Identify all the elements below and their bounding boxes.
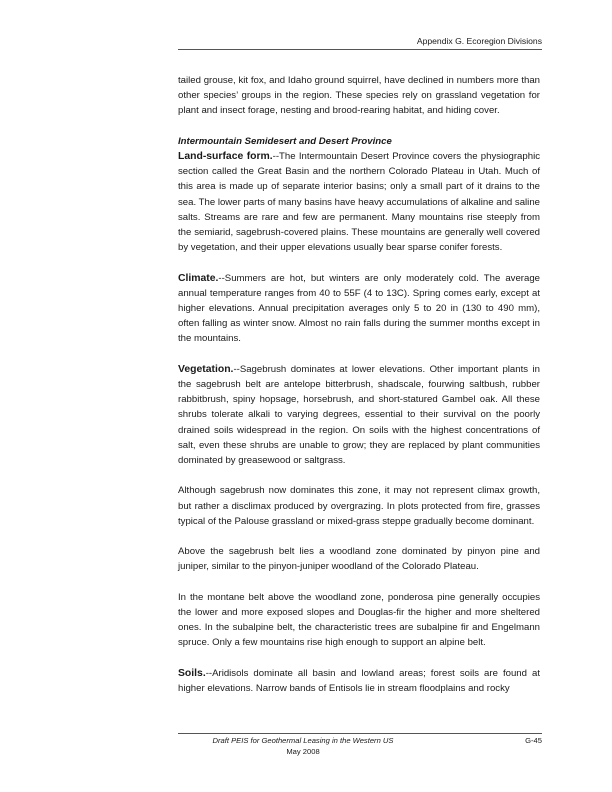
soils-lead: Soils. [178, 667, 206, 679]
running-header [178, 36, 542, 50]
land-surface-lead: Land-surface form. [178, 151, 273, 162]
vegetation-text: --Sagebrush dominates at lower elevations. Other important plants in the sagebrush belt are antelope bitterbrush, shadscale, fourwing saltbush, rubber rabbitbrush, spiny hopsage, horsebrush, and short-statured Gambel oak. All these shrubs tolerate alkali to varying degrees, essential to their survival on the poorly drained soils widespread in the region. On soils with the highest concentrations of salt, even these shrubs are unable to grow; they are replaced by plant communities dominated by greasewood or saltgrass. [178, 363, 540, 467]
paragraph-sagebrush: Although sagebrush now dominates this zone, it may not represent climax growth, but rather a disclimax produced by overgrazing. In plots protected from fire, grasses typical of the Palouse grassland or mixed-grass steppe gradually become dominant. [178, 485, 540, 527]
paragraph-montane: In the montane belt above the woodland zone, ponderosa pine generally occupies the lower and more exposed slopes and Douglas-fir the higher and more sheltered ones. In the subalpine belt, the characteristic trees are subalpine fir and Engelmann spruce. Only a few mountains rise high enough to support an alpine belt. [178, 591, 540, 649]
land-surface-text: --The Intermountain Desert Province covers the physiographic section called the Great Basin and the northern Colorado Plateau in Utah. Much of this area is made up of separate interior basins; only a small part of it drains to the sea. The lower parts of many basins have heavy accumulations of alkaline and saline salts. Streams are rare and few are permanent. Many mountains rise steeply from the semiarid, sagebrush-covered plains. These mountains are generally well covered by vegetation, and their upper elevations usually bear sparse conifer forests. [178, 151, 540, 254]
page-number: G-45 [525, 736, 542, 745]
paragraph-intro: tailed grouse, kit fox, and Idaho ground squirrel, have declined in numbers more than other species’ groups in the region. These species rely on grassland vegetation for plant and insect forage, nesting and brood-rearing habitat, and hiding cover. [178, 75, 540, 117]
paragraph-woodland: Above the sagebrush belt lies a woodland zone dominated by pinyon pine and juniper, similar to the pinyon-juniper woodland of the Colorado Plateau. [178, 546, 540, 573]
paragraph-land-surface [178, 149, 540, 255]
vegetation-lead: Vegetation. [178, 363, 234, 375]
header-title: Appendix G. Ecoregion Divisions [416, 36, 542, 46]
footer-document-title: Draft PEIS for Geothermal Leasing in the Western US [212, 736, 394, 745]
soils-text: --Aridisols dominate all basin and lowland areas; forest soils are found at higher elevations. Narrow bands of Entisols lie in stream floodplains and rocky [178, 667, 540, 695]
footer-date: May 2008 [286, 747, 320, 756]
paragraph-soils [178, 666, 540, 696]
paragraph-vegetation [178, 362, 540, 468]
paragraph-climate [178, 271, 540, 347]
section-heading: Intermountain Semidesert and Desert Province [178, 135, 392, 147]
page-body [178, 73, 540, 696]
climate-lead: Climate. [178, 272, 219, 284]
climate-text: --Summers are hot, but winters are only moderately cold. The average annual temperature ranges from 40 to 55F (4 to 13C). Spring comes early, except at higher elevations. Annual precipitation averages only 5 to 20 in (130 to 490 mm), often falling as winter snow. Almost no rain falls during the summer months except in the mountains. [178, 272, 540, 345]
footer-divider [178, 733, 542, 734]
